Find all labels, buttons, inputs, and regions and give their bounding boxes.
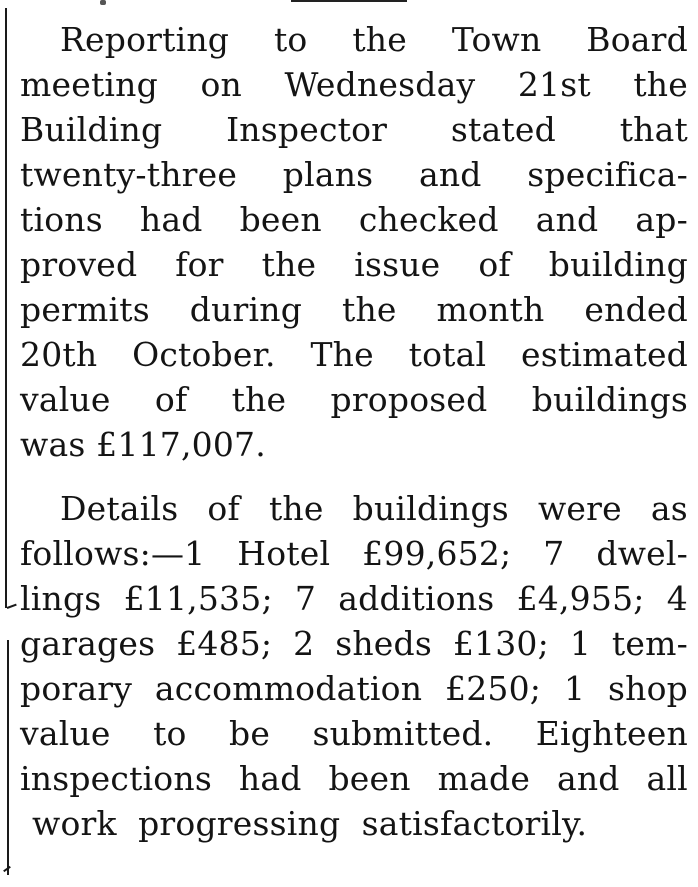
word: value — [20, 380, 111, 419]
text-line — [20, 576, 688, 621]
text-line — [20, 377, 688, 422]
word: satisfactorily. — [361, 804, 588, 843]
word: the — [633, 65, 688, 104]
word: shop — [607, 669, 688, 708]
text-line — [20, 242, 688, 287]
top-ink-mark — [100, 0, 106, 5]
word: twenty-three — [20, 155, 238, 194]
word: total — [408, 335, 487, 374]
word: as — [650, 489, 688, 528]
word: and — [535, 200, 599, 239]
word: tem- — [611, 624, 688, 663]
word: estimated — [521, 335, 688, 374]
word: £117,007. — [96, 425, 266, 464]
word: £4,955; — [516, 579, 645, 618]
word: for — [175, 245, 224, 284]
word: dwel- — [596, 534, 688, 573]
word: porary — [20, 669, 133, 708]
word: 7 — [543, 534, 565, 573]
word: to — [153, 714, 187, 753]
word: made — [437, 759, 531, 798]
word: were — [537, 489, 622, 528]
word: October. — [132, 335, 276, 374]
word: plans — [282, 155, 374, 194]
word: 2 — [293, 624, 315, 663]
text-line — [20, 62, 688, 107]
word: Town — [451, 20, 542, 59]
word: of — [207, 489, 240, 528]
word: Reporting — [60, 20, 230, 59]
word: ended — [584, 290, 688, 329]
word: Board — [586, 20, 688, 59]
word: £485; — [176, 624, 273, 663]
text-line — [20, 17, 688, 62]
word: proved — [20, 245, 138, 284]
top-column-rule — [291, 0, 407, 2]
text-line — [20, 107, 688, 152]
word: ap- — [635, 200, 688, 239]
word: had — [238, 759, 302, 798]
word: submitted. — [312, 714, 494, 753]
word: follows:—1 — [20, 534, 206, 573]
word: to — [273, 20, 308, 59]
word: been — [328, 759, 411, 798]
word: month — [436, 290, 545, 329]
left-column-rule-lower — [7, 640, 9, 875]
word: checked — [358, 200, 499, 239]
word: buildings — [352, 489, 509, 528]
word: the — [231, 380, 287, 419]
word: specifica- — [527, 155, 688, 194]
word: and — [556, 759, 620, 798]
text-line — [20, 197, 688, 242]
word: 1 — [569, 624, 592, 663]
word: during — [189, 290, 303, 329]
word: Hotel — [237, 534, 331, 573]
paragraph-gap — [20, 467, 688, 486]
word: inspections — [20, 759, 212, 798]
text-line — [20, 287, 688, 332]
left-rule-notch — [7, 604, 17, 609]
text-line — [20, 801, 688, 846]
word: value — [20, 714, 111, 753]
word: was — [20, 425, 86, 464]
word: the — [341, 290, 397, 329]
word: £99,652; — [362, 534, 512, 573]
word: additions — [338, 579, 495, 618]
word: £130; — [452, 624, 549, 663]
word: on — [200, 65, 242, 104]
word: be — [229, 714, 271, 753]
text-line — [20, 756, 688, 801]
word: of — [154, 380, 188, 419]
word: the — [261, 245, 317, 284]
article-body — [20, 17, 688, 846]
word: tions — [20, 200, 103, 239]
text-line — [20, 531, 688, 576]
word: The — [310, 335, 374, 374]
word: Wednesday — [284, 65, 476, 104]
word: all — [646, 759, 688, 798]
word: meeting — [20, 65, 158, 104]
word: that — [619, 110, 688, 149]
word: stated — [450, 110, 556, 149]
word: 21st — [517, 65, 591, 104]
word: permits — [20, 290, 150, 329]
word: 4 — [666, 579, 688, 618]
word: 1 — [563, 669, 586, 708]
word: the — [268, 489, 324, 528]
text-line — [20, 711, 688, 756]
word: Building — [20, 110, 163, 149]
word: the — [352, 20, 407, 59]
text-line — [20, 152, 688, 197]
word: lings — [20, 579, 102, 618]
word: £250; — [445, 669, 542, 708]
text-line — [20, 621, 688, 666]
word: 20th — [20, 335, 98, 374]
word: been — [239, 200, 322, 239]
word: work — [32, 804, 117, 843]
text-line — [20, 332, 688, 377]
word: £11,535; — [123, 579, 273, 618]
word: buildings — [531, 380, 688, 419]
word: issue — [354, 245, 441, 284]
word: progressing — [138, 804, 341, 843]
word: garages — [20, 624, 156, 663]
text-line — [20, 666, 688, 711]
word: Inspector — [226, 110, 388, 149]
word: sheds — [335, 624, 432, 663]
word: Eighteen — [535, 714, 688, 753]
word: had — [139, 200, 203, 239]
text-line — [20, 422, 688, 467]
word: 7 — [294, 579, 317, 618]
word: of — [478, 245, 511, 284]
word: proposed — [330, 380, 488, 419]
word: building — [548, 245, 688, 284]
text-line — [20, 486, 688, 531]
left-column-rule — [5, 8, 7, 608]
word: accommodation — [154, 669, 423, 708]
word: and — [418, 155, 482, 194]
word: Details — [60, 489, 179, 528]
